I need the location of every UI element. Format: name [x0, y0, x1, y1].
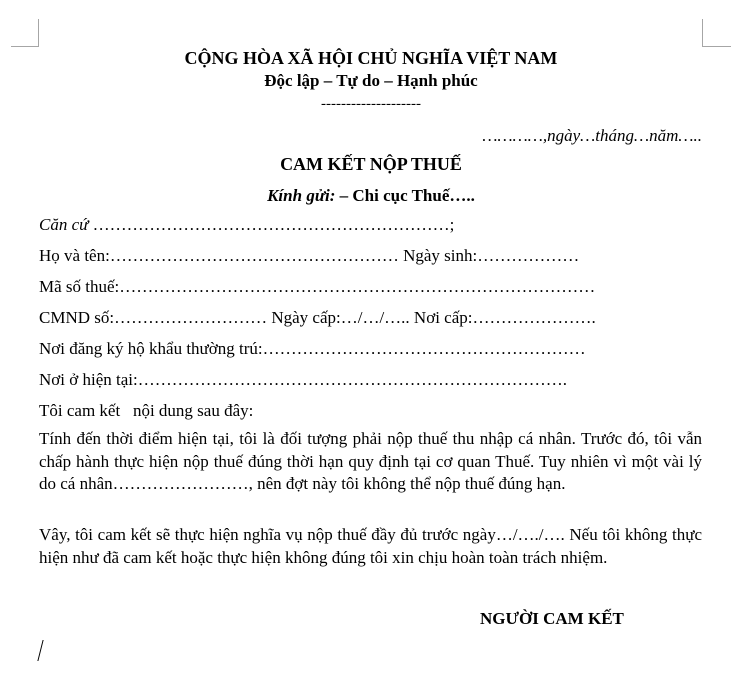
basis-label: Căn cứ — [39, 215, 89, 234]
header-separator: -------------------- — [321, 96, 421, 112]
signature-label: NGƯỜI CAM KẾT — [480, 609, 624, 628]
id-card-field: CMND số:……………………… Ngày cấp:…/…/….. Nơi cấp:…………………. — [39, 308, 596, 327]
paragraph-reason: Tính đến thời điểm hiện tại, tôi là đối tượng phải nộp thuế thu nhập cá nhân. Trước đó, tôi vẫn chấp hành thực hiện nộp thuế đúng thời hạn quy định tại cơ quan Thuế. Tuy nhiên vì một vài lý do cá nhân……………………, nên đợt này tôi không thể nộp thuế đúng hạn. — [39, 429, 702, 493]
crop-mark-top-left — [11, 19, 39, 47]
recipient-value: – Chi cục Thuế….. — [335, 186, 475, 205]
current-address-field: Nơi ở hiện tại:…………………………………………………………………. — [39, 370, 567, 389]
recipient-label: Kính gửi: — [267, 186, 336, 205]
paragraph-commitment: Vây, tôi cam kết sẽ thực hiện nghĩa vụ nộp thuế đầy đủ trước ngày…/…./…. Nếu tôi không thực hiện như đã cam kết hoặc thực hiện không đúng tôi xin chịu hoàn toàn trách nhiệm. — [39, 525, 702, 567]
text-cursor — [37, 640, 43, 661]
crop-mark-top-right — [702, 19, 731, 47]
date-line: …………,ngày…tháng…năm….. — [482, 126, 702, 145]
permanent-address-field: Nơi đăng ký hộ khẩu thường trú:………………………………………………… — [39, 339, 586, 358]
tax-code-field: Mã số thuế:………………………………………………………………………… — [39, 277, 596, 296]
basis-value: ………………………………………………………; — [88, 215, 455, 234]
motto: Độc lập – Tự do – Hạnh phúc — [264, 71, 478, 90]
document-title: CAM KẾT NỘP THUẾ — [280, 154, 462, 174]
full-name-field: Họ và tên:…………………………………………… Ngày sinh:……………… — [39, 246, 580, 265]
commit-intro: Tôi cam kết nội dung sau đây: — [39, 401, 254, 420]
recipient-line — [0, 186, 742, 206]
basis-line — [39, 215, 454, 235]
nation-header: CỘNG HÒA XÃ HỘI CHỦ NGHĨA VIỆT NAM — [184, 48, 558, 68]
